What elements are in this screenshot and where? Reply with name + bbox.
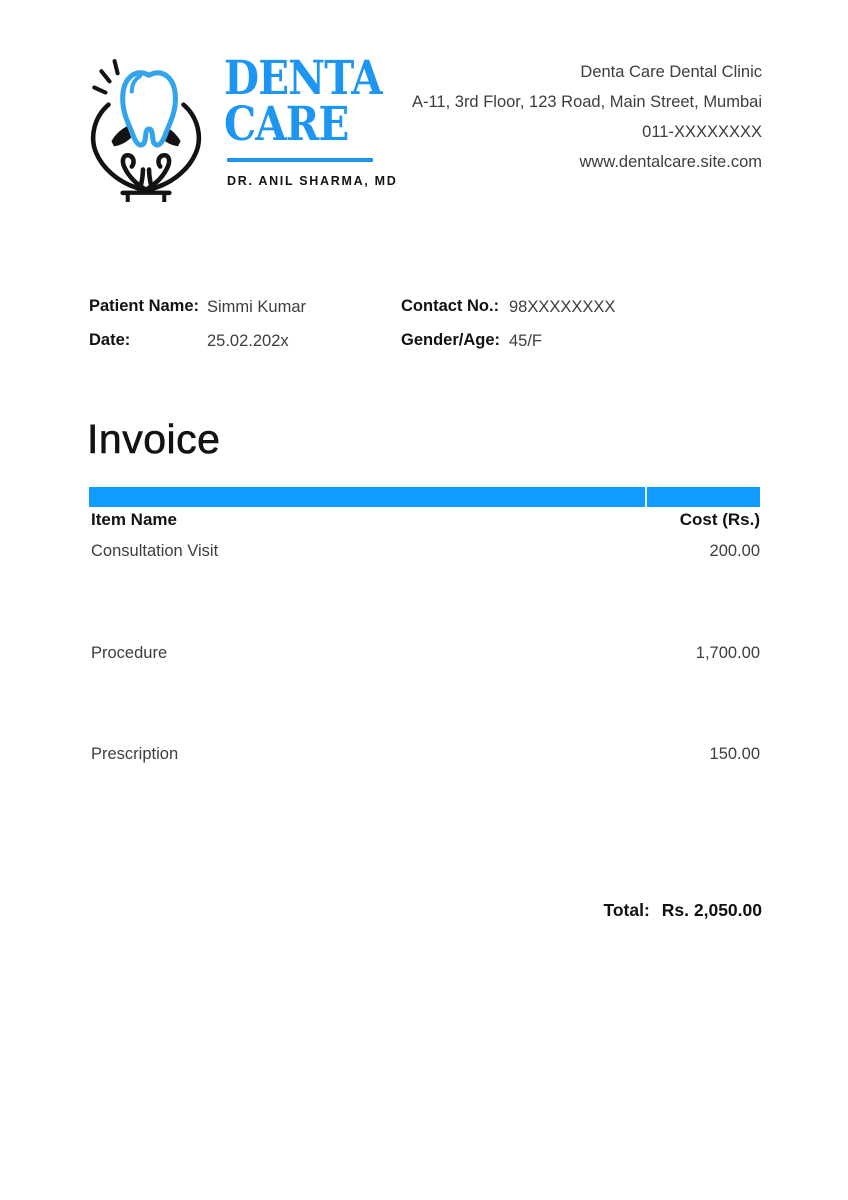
date-label: Date: [89, 331, 131, 349]
total-value: Rs. 2,050.00 [661, 900, 762, 920]
table-header-bar [89, 487, 760, 507]
table-row-item-name: Consultation Visit [91, 542, 219, 560]
clinic-phone: 011-XXXXXXXX [642, 123, 762, 141]
contact-label: Contact No.: [401, 297, 500, 315]
column-header-item: Item Name [91, 510, 177, 529]
gender-age-value: 45/F [509, 332, 543, 350]
date-value: 25.02.202x [207, 332, 289, 350]
patient-name-label: Patient Name: [89, 297, 200, 315]
sparkle-lines [94, 61, 117, 92]
clinic-name: Denta Care Dental Clinic [580, 63, 762, 81]
contact-value: 98XXXXXXXX [509, 298, 616, 316]
total-label: Total: [603, 900, 650, 920]
brand-underline [227, 158, 373, 162]
brand-name-line1: DENTA [224, 51, 382, 106]
clinic-address: A-11, 3rd Floor, 123 Road, Main Street, Mumbai [411, 93, 762, 111]
clinic-info-block [412, 57, 762, 177]
column-header-cost: Cost (Rs.) [679, 510, 760, 529]
brand-block [224, 51, 424, 188]
header-bar-cost-cell [647, 487, 760, 507]
tooth-shape [123, 73, 176, 145]
brand-tagline: DR. ANIL SHARMA, MD [227, 174, 398, 188]
table-row-item-name: Prescription [91, 745, 179, 763]
total-line [603, 900, 762, 921]
gender-age-label: Gender/Age: [401, 331, 501, 349]
header-bar-item-cell [89, 487, 645, 507]
page-title: Invoice [87, 416, 221, 462]
table-row-item-name: Procedure [91, 644, 168, 662]
brand-name-line2: CARE [224, 97, 349, 152]
table-row-item-cost: 150.00 [709, 745, 760, 763]
clinic-website: www.dentalcare.site.com [579, 153, 762, 171]
patient-name-value: Simmi Kumar [207, 298, 307, 316]
table-row-item-cost: 200.00 [709, 542, 760, 560]
table-row-item-cost: 1,700.00 [695, 644, 760, 662]
tooth-in-hands-icon [86, 52, 206, 202]
